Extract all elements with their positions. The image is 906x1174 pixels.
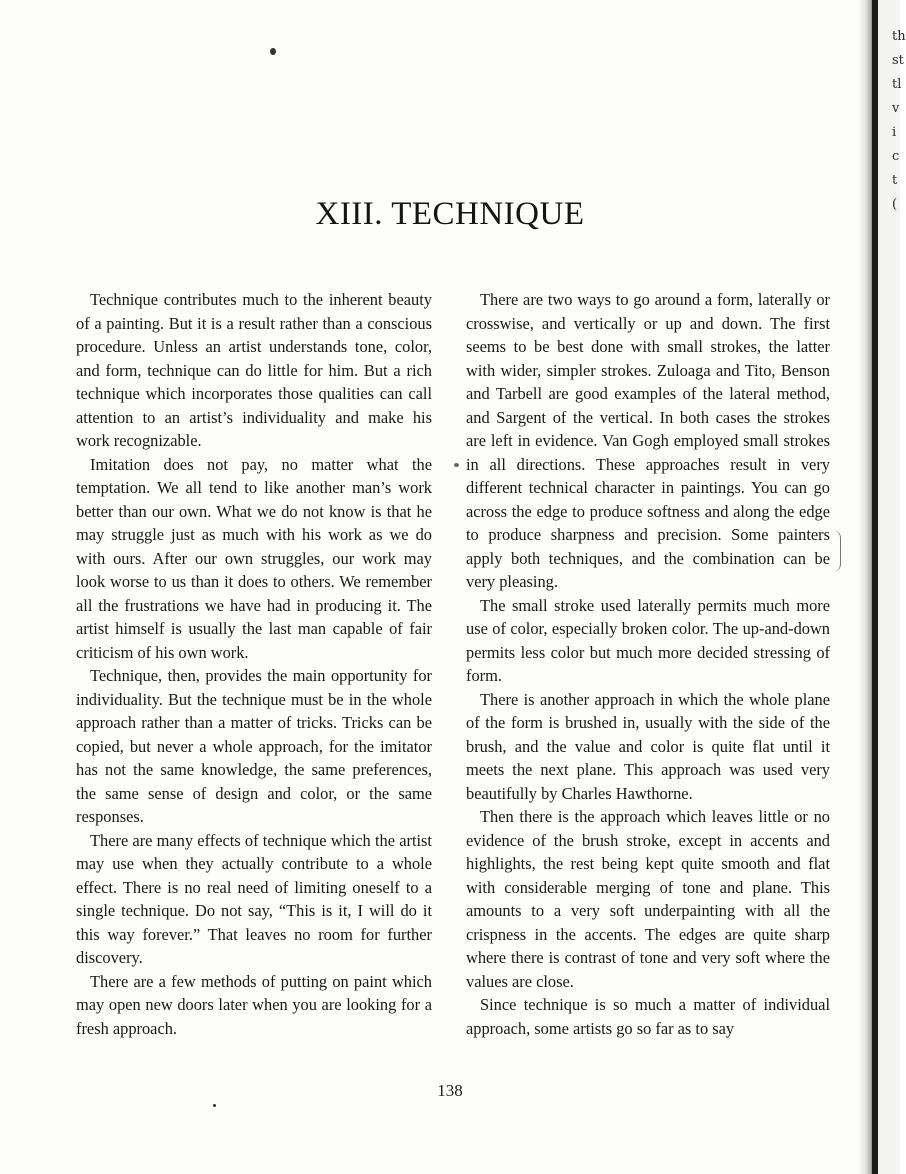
adjacent-page-fragment: st — [892, 53, 904, 68]
paragraph: There are two ways to go around a form, laterally or crosswise, and vertically or up and down. The first seems to be best done with small strokes, the latter with wider, simpler strokes. Zuloaga and Tito, Benson and Tarbell are good examples of the lateral method, and Sargent of the vertical. In both cases the strokes are left in evidence. Van Gogh employed small strokes in all directions. These approaches result in very different technical character in paintings. You can go across the edge to produce softness and along the edge to produce sharpness and precision. Some painters apply both techniques, and the combination can be very pleasing. — [466, 290, 830, 591]
paragraph: There are many effects of technique which the artist may use when they actually contribute to a whole effect. There is no real need of limiting oneself to a single technique. Do not say, “This is it, I will do it this way forever.” That leaves no room for further discovery. — [76, 830, 432, 967]
ink-speck — [213, 1104, 216, 1107]
adjacent-page-fragment: ( — [892, 197, 898, 212]
paragraph: There is another approach in which the whole plane of the form is brushed in, usually with the side of the brush, and the value and color is quite flat until it meets the next plane. This approach was used very beautifully by Charles Hawthorne. — [466, 689, 830, 803]
paragraph: The small stroke used laterally permits much more use of color, especially broken color. The up-and-down permits less color but much more decided stressing of form. — [466, 595, 830, 685]
paragraph: Then there is the approach which leaves little or no evidence of the brush stroke, except in accents and highlights, the rest being kept quite smooth and flat with considerable merging of tone and plane. This amounts to a very soft underpainting with all the crispness in the accents. The edges are quite sharp where there is contrast of tone and very soft where the values are close. — [466, 807, 830, 991]
ink-speck — [270, 48, 276, 55]
adjacent-page-fragment: c — [892, 149, 900, 164]
pencil-bracket-mark — [832, 530, 841, 572]
paragraph: There are a few methods of putting on paint which may open new doors later when you are looking for a fresh approach. — [76, 971, 432, 1038]
adjacent-page-fragment: v — [892, 101, 900, 116]
left-text-column — [76, 288, 432, 1040]
adjacent-page-fragment: i — [892, 125, 897, 140]
paragraph: Technique contributes much to the inherent beauty of a painting. But it is a result rather than a conscious procedure. Unless an artist understands tone, color, and form, technique can do little for him. But a rich technique which incorporates those qualities can call attention to an artist’s individuality and make his work recognizable. — [76, 290, 432, 450]
paragraph: Technique, then, provides the main opportunity for individuality. But the technique must be in the whole approach rather than a matter of tricks. Tricks can be copied, but never a whole approach, for the imitator has not the same knowledge, the same preferences, the same sense of design and color, or the same responses. — [76, 666, 432, 826]
adjacent-page-fragment: th — [892, 29, 906, 44]
paragraph: Imitation does not pay, no matter what the temptation. We all tend to like another man’s work better than our own. What we do not know is that he may struggle just as much with his work as we do with ours. After our own struggles, our work may look worse to us than it does to others. We remember all the frustrations we have had in producing it. The artist himself is usually the last man capable of fair criticism of his own work. — [76, 454, 432, 662]
adjacent-page-fragment: t — [892, 173, 898, 188]
paragraph: Since technique is so much a matter of individual approach, some artists go so far as to say — [466, 995, 830, 1038]
right-text-column — [466, 288, 830, 1040]
adjacent-page-fragment: tl — [892, 77, 902, 92]
page-number: 138 — [437, 1081, 463, 1100]
pencil-mark — [454, 463, 459, 467]
adjacent-page-edge — [878, 0, 906, 1174]
chapter-title: XIII. TECHNIQUE — [315, 196, 585, 232]
